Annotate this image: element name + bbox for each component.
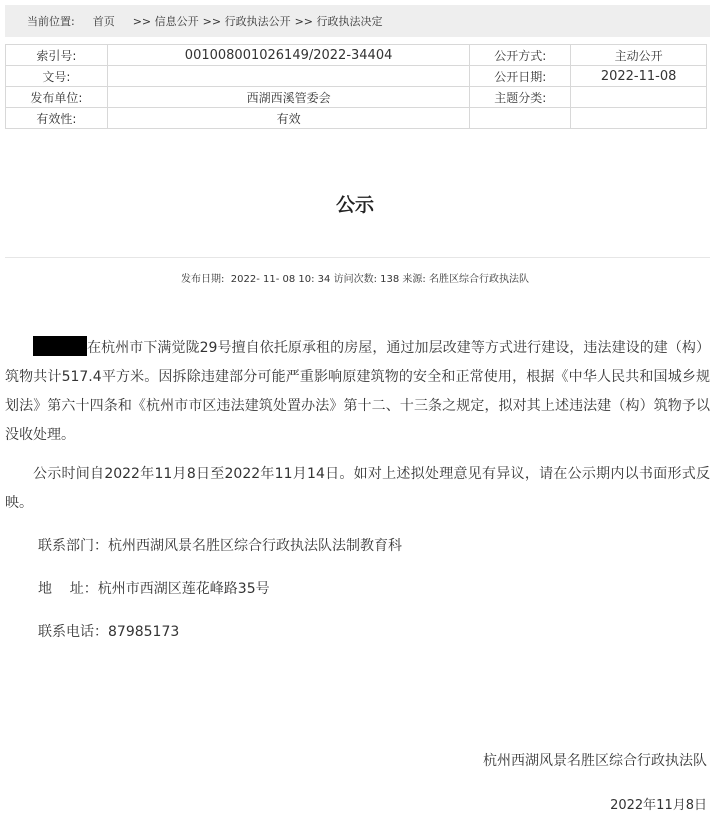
paragraph-notice-text: 在杭州市下满觉陇29号擅自依托原承租的房屋，通过加层改建等方式进行建设，违法建设的建（构）筑物共计517.4平方米。因拆除违建部分可能严重影响原建筑物的安全和正常使用，根据《中华人民共和国城乡规划法》第六十四条和《杭州市市区违法建筑处置办法》第十二、十三条之规定，拟对其上述违法建（构）筑物予以没收处理。	[5, 340, 710, 443]
publisher-value: 西湖西溪管委会	[107, 87, 470, 108]
method-value: 主动公开	[571, 45, 707, 66]
signature-organization: 杭州西湖风景名胜区综合行政执法队	[483, 753, 707, 769]
empty-cell	[571, 108, 707, 129]
publish-info: 发布日期: 2022- 11- 08 10: 34 访问次数: 138 来源: 名胜区综合行政执法队	[181, 274, 529, 285]
table-row	[6, 45, 707, 66]
breadcrumb-label: 当前位置:	[27, 15, 75, 28]
page-title: 公示	[335, 194, 374, 216]
table-row	[6, 87, 707, 108]
index-value: 001008001026149/2022-34404	[107, 45, 470, 66]
breadcrumb-info-disclosure-link[interactable]: >> 信息公开	[132, 15, 199, 28]
topic-label: 主题分类:	[470, 87, 571, 108]
validity-value: 有效	[107, 108, 470, 129]
topic-value	[571, 87, 707, 108]
breadcrumb-enforcement-decision-link[interactable]: >> 行政执法决定	[294, 15, 383, 28]
empty-cell	[470, 108, 571, 129]
breadcrumb-home-link[interactable]: 首页	[92, 15, 115, 28]
contact-address: 地 址：杭州市西湖区莲花峰路35号	[38, 581, 270, 597]
breadcrumb	[5, 5, 710, 37]
validity-label: 有效性:	[6, 108, 108, 129]
divider	[5, 257, 710, 258]
redaction-block	[33, 336, 87, 356]
table-row	[6, 66, 707, 87]
pub-date-label: 公开日期:	[470, 66, 571, 87]
method-label: 公开方式:	[470, 45, 571, 66]
contact-department: 联系部门：杭州西湖风景名胜区综合行政执法队法制教育科	[38, 538, 402, 554]
index-label: 索引号:	[6, 45, 108, 66]
table-row	[6, 108, 707, 129]
doc-no-value	[107, 66, 470, 87]
document-meta-table	[5, 44, 707, 129]
doc-no-label: 文号:	[6, 66, 108, 87]
breadcrumb-law-enforcement-link[interactable]: >> 行政执法公开	[202, 15, 291, 28]
paragraph-period: 公示时间自2022年11月8日至2022年11月14日。如对上述拟处理意见有异议，请在公示期内以书面形式反映。	[5, 466, 710, 511]
publisher-label: 发布单位:	[6, 87, 108, 108]
contact-phone: 联系电话：87985173	[38, 624, 180, 640]
pub-date-value: 2022-11-08	[571, 66, 707, 87]
signature-date: 2022年11月8日	[610, 798, 707, 813]
paragraph-notice	[5, 334, 710, 450]
